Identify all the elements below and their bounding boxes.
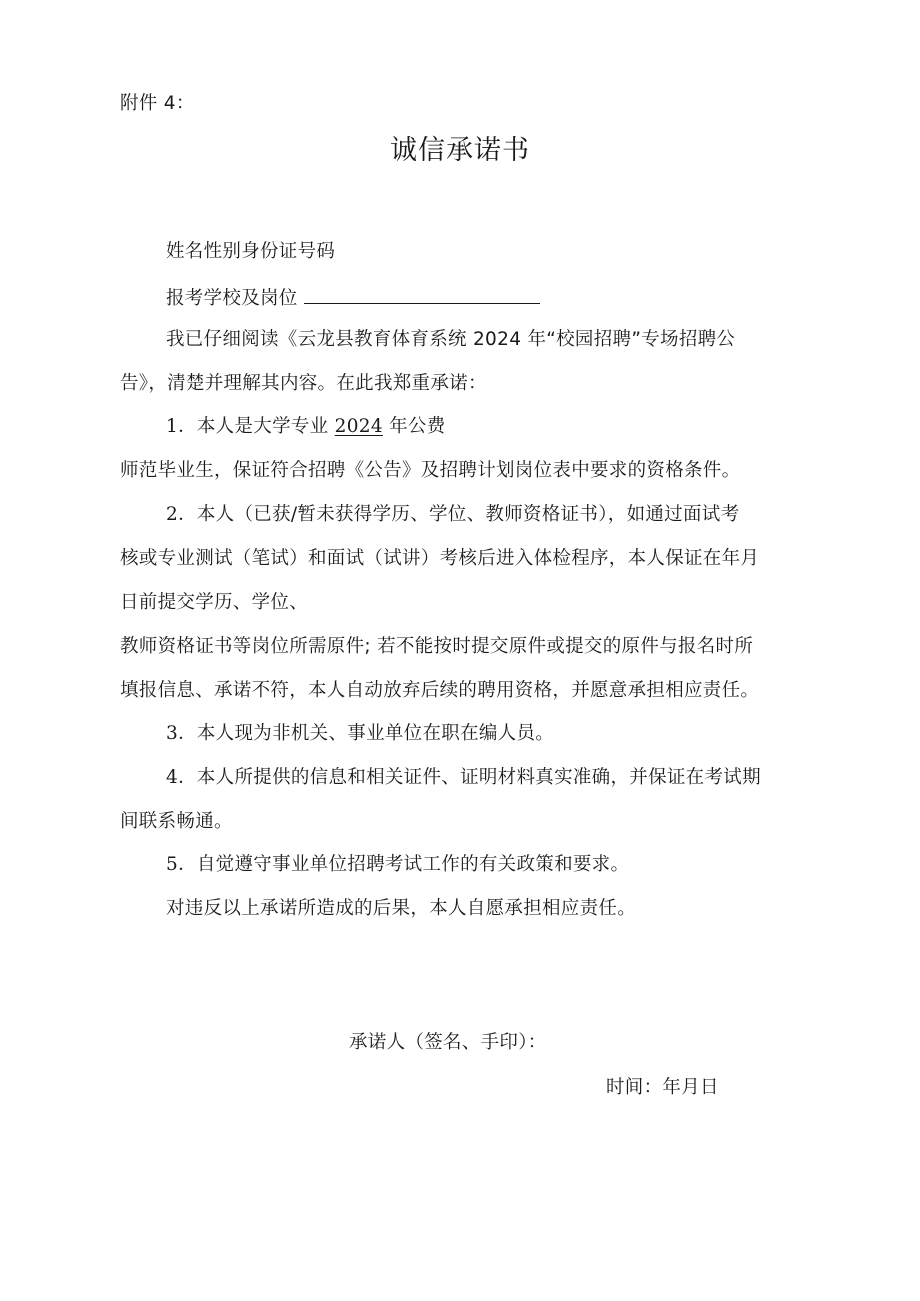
item-4-line-2: 间联系畅通。	[120, 811, 233, 832]
item-5-text-1: ．自觉遵守事业单位招聘考试工作的有关政策和要求。	[178, 854, 630, 875]
item-1-text-b: 年公费	[382, 416, 446, 437]
item-2-line-3: 日前提交学历、学位、	[120, 592, 309, 613]
school-position-blank	[304, 285, 540, 304]
item-4-text-1: ．本人所提供的信息和相关证件、证明材料真实准确，并保证在考试期	[178, 767, 761, 788]
item-1-line-1	[166, 415, 446, 439]
intro-line-2: 告》，清楚并理解其内容。在此我郑重承诺：	[120, 373, 487, 394]
item-4-line-1	[166, 766, 761, 790]
closing-statement: 对违反以上承诺所造成的后果，本人自愿承担相应责任。	[166, 898, 637, 919]
item-2-line-4: 教师资格证书等岗位所需原件; 若不能按时提交原件或提交的原件与报名时所	[120, 636, 754, 657]
item-1-year: 2024	[334, 416, 383, 437]
item-3-text-1: ．本人现为非机关、事业单位在职在编人员。	[178, 723, 555, 744]
school-position-label: 报考学校及岗位	[166, 288, 298, 309]
item-3-line-1	[166, 722, 554, 746]
item-3-number: 3	[166, 723, 179, 744]
personal-info-field: 姓名性别身份证号码	[166, 241, 336, 262]
item-5-line-1	[166, 853, 629, 877]
date-label: 时间：年月日	[606, 1077, 719, 1098]
school-position-field	[166, 285, 540, 311]
item-2-text-1: ．本人（已获/暂未获得学历、学位、教师资格证书），如通过面试考	[178, 504, 740, 525]
item-2-number: 2	[166, 504, 179, 525]
attachment-label: 附件 4：	[120, 93, 195, 114]
intro-line-1: 我已仔细阅读《云龙县教育体育系统 2024 年“校园招聘”专场招聘公	[166, 329, 736, 350]
item-5-number: 5	[166, 854, 179, 875]
page-title: 诚信承诺书	[390, 135, 530, 166]
item-2-line-5: 填报信息、承诺不符，本人自动放弃后续的聘用资格，并愿意承担相应责任。	[120, 680, 760, 701]
item-4-number: 4	[166, 767, 179, 788]
item-1-line-2: 师范毕业生，保证符合招聘《公告》及招聘计划岗位表中要求的资格条件。	[120, 460, 741, 481]
item-2-line-2: 核或专业测试（笔试）和面试（试讲）考核后进入体检程序，本人保证在年月	[120, 548, 760, 569]
item-1-text-a: ．本人是大学专业	[178, 416, 335, 437]
item-2-line-1	[166, 503, 739, 527]
item-1-number: 1	[166, 416, 179, 437]
signer-label: 承诺人（签名、手印）：	[349, 1032, 547, 1053]
